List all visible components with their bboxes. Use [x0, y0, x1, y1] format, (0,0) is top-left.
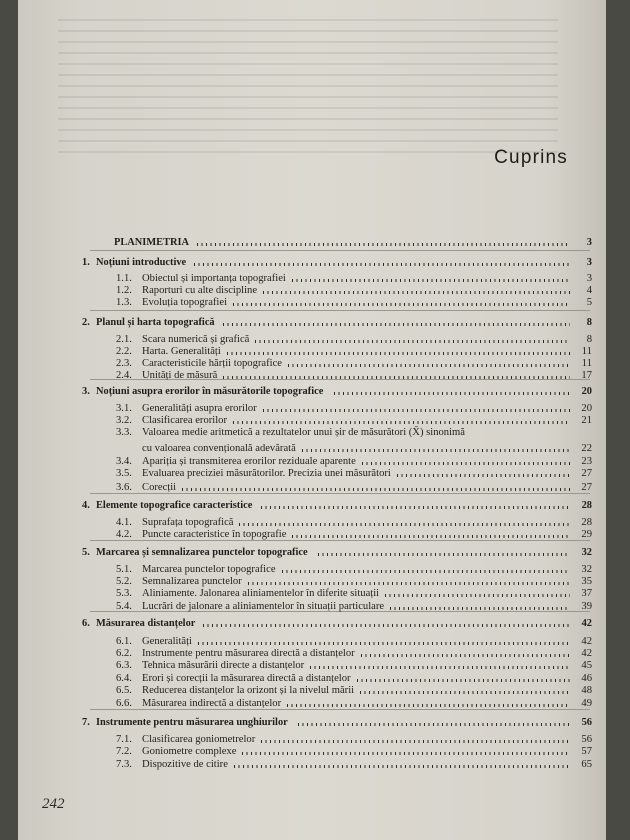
toc-entry-title: Generalități — [142, 636, 192, 647]
toc-entry — [82, 546, 592, 560]
toc-entry-number: 6.1. — [116, 636, 132, 647]
dot-leader — [298, 723, 571, 726]
toc-entry-title: Harta. Generalități — [142, 346, 221, 357]
toc-entry-number: 5.3. — [116, 588, 132, 599]
dot-leader — [261, 506, 570, 509]
toc-entry-number: 6.5. — [116, 685, 132, 696]
toc-entry-page: 11 — [581, 358, 592, 369]
dot-leader — [302, 449, 570, 452]
toc-entry-page: 32 — [581, 547, 592, 558]
dot-leader — [361, 654, 570, 657]
dot-leader — [255, 340, 570, 343]
toc-entry-number: 6.2. — [116, 648, 132, 659]
dot-leader — [288, 364, 570, 367]
toc-entry-number: 2.4. — [116, 370, 132, 381]
toc-entry-title: Instrumente pentru măsurarea directă a distanțelor — [142, 648, 355, 659]
toc-entry-page: 11 — [581, 346, 592, 357]
toc-entry — [116, 528, 592, 542]
toc-entry-page: 20 — [581, 386, 592, 397]
toc-entry-number: 7.3. — [116, 759, 132, 770]
table-of-contents — [18, 0, 606, 840]
toc-entry — [116, 587, 592, 601]
dot-leader — [203, 624, 570, 627]
toc-entry-title: Obiectul și importanța topografiei — [142, 273, 286, 284]
section-divider — [90, 250, 590, 251]
dot-leader — [282, 570, 570, 573]
toc-entry-number: 3.1. — [116, 403, 132, 414]
toc-entry-title: Goniometre complexe — [142, 746, 237, 757]
toc-entry-number: 3.5. — [116, 468, 132, 479]
dot-leader — [227, 352, 570, 355]
toc-entry-number: 3. — [82, 386, 90, 397]
toc-entry — [116, 659, 592, 673]
toc-entry-number: 6.4. — [116, 673, 132, 684]
toc-entry-number: 4. — [82, 500, 90, 511]
toc-entry-number: 5. — [82, 547, 90, 558]
toc-entry-page: 23 — [581, 456, 592, 467]
toc-entry-number: 1.3. — [116, 297, 132, 308]
dot-leader — [242, 752, 570, 755]
toc-entry-number: 2.2. — [116, 346, 132, 357]
dot-leader — [362, 462, 570, 465]
toc-entry-page: 37 — [581, 588, 592, 599]
page-number: 242 — [42, 796, 65, 812]
toc-entry-title: Lucrări de jalonare a aliniamentelor în situații particulare — [142, 601, 385, 612]
toc-entry — [116, 467, 592, 481]
toc-entry-page: 35 — [581, 576, 592, 587]
toc-entry — [82, 385, 592, 399]
toc-entry-page: 3 — [586, 257, 592, 268]
toc-entry-page: 57 — [581, 746, 592, 757]
toc-entry-page: 48 — [581, 685, 592, 696]
toc-entry-title: Clasificarea erorilor — [142, 415, 227, 426]
toc-entry-number: 2. — [82, 317, 90, 328]
toc-entry-page: 42 — [581, 648, 592, 659]
toc-entry-number: 2.1. — [116, 334, 132, 345]
toc-entry-title: Aliniamente. Jalonarea aliniamentelor în diferite situații — [142, 588, 380, 599]
toc-entry — [116, 426, 592, 440]
dot-leader — [239, 523, 570, 526]
toc-entry-page: 27 — [581, 482, 592, 493]
toc-entry-page: 42 — [581, 636, 592, 647]
dot-leader — [263, 291, 570, 294]
toc-entry-page: 22 — [581, 443, 592, 454]
dot-leader — [223, 323, 570, 326]
toc-entry-title: Măsurarea indirectă a distanțelor — [142, 698, 282, 709]
toc-entry-number: 5.1. — [116, 564, 132, 575]
toc-entry-title: Valoarea medie aritmetică a rezultatelor unui șir de măsurători (X̄) sinonimă — [142, 427, 465, 438]
toc-entry — [116, 481, 592, 495]
toc-entry-page: 28 — [581, 500, 592, 511]
toc-entry-title: Instrumente pentru măsurarea unghiurilor — [96, 717, 288, 728]
toc-entry-page: 8 — [586, 317, 592, 328]
toc-entry-title: Puncte caracteristice în topografie — [142, 529, 287, 540]
dot-leader — [194, 263, 570, 266]
toc-entry-page: 20 — [581, 403, 592, 414]
dot-leader — [233, 303, 570, 306]
toc-entry-page: 39 — [581, 601, 592, 612]
toc-entry-page: 45 — [581, 660, 592, 671]
toc-entry-page: 17 — [581, 370, 592, 381]
toc-entry — [116, 684, 592, 698]
dot-leader — [397, 474, 570, 477]
dot-leader — [263, 409, 570, 412]
toc-entry — [116, 600, 592, 614]
dot-leader — [292, 535, 570, 538]
toc-entry — [116, 697, 592, 711]
toc-entry-page: 56 — [581, 734, 592, 745]
toc-entry-title: Reducerea distanțelor la orizont și la nivelul mării — [142, 685, 355, 696]
dot-leader — [310, 666, 570, 669]
toc-entry-title: Noțiuni introductive — [96, 257, 187, 268]
dot-leader — [234, 765, 570, 768]
toc-entry-title: Măsurarea distanțelor — [96, 618, 196, 629]
toc-entry-page: 4 — [586, 285, 592, 296]
toc-entry-page: 42 — [581, 618, 592, 629]
toc-entry-title: Generalități asupra erorilor — [142, 403, 257, 414]
toc-entry-title: Erori și corecții la măsurarea directă a distanțelor — [142, 673, 351, 684]
toc-entry-number: 7.1. — [116, 734, 132, 745]
toc-entry-title: Suprafața topografică — [142, 517, 234, 528]
toc-entry — [82, 316, 592, 330]
toc-entry-title: Semnalizarea punctelor — [142, 576, 242, 587]
dot-leader — [385, 594, 570, 597]
toc-entry — [82, 716, 592, 730]
dot-leader — [182, 488, 570, 491]
toc-entry-page: 3 — [586, 273, 592, 284]
dot-leader — [248, 582, 570, 585]
page-title: Cuprins — [494, 147, 568, 168]
toc-entry-title: Elemente topografice caracteristice — [96, 500, 253, 511]
toc-entry-title: Raporturi cu alte discipline — [142, 285, 258, 296]
toc-entry — [116, 296, 592, 310]
toc-entry-title: Caracteristicile hărții topografice — [142, 358, 283, 369]
toc-entry — [116, 442, 592, 456]
dot-leader — [223, 376, 570, 379]
toc-entry-number: 3.4. — [116, 456, 132, 467]
section-divider — [90, 310, 590, 311]
toc-entry-number: 1.2. — [116, 285, 132, 296]
dot-leader — [198, 642, 570, 645]
toc-entry-title: Evaluarea preciziei măsurătorilor. Precizia unei măsurători — [142, 468, 391, 479]
toc-entry-number: 5.4. — [116, 601, 132, 612]
toc-entry-page: 49 — [581, 698, 592, 709]
toc-entry-number: 1. — [82, 257, 90, 268]
toc-entry-page: 28 — [581, 517, 592, 528]
dot-leader — [318, 553, 570, 556]
toc-entry-number: 5.2. — [116, 576, 132, 587]
toc-entry-page: 46 — [581, 673, 592, 684]
toc-entry-number: 2.3. — [116, 358, 132, 369]
toc-entry-page: 5 — [586, 297, 592, 308]
toc-entry-title: Clasificarea goniometrelor — [142, 734, 256, 745]
toc-entry-number: 7. — [82, 717, 90, 728]
toc-entry-number: 4.1. — [116, 517, 132, 528]
toc-entry-title: cu valoarea convențională adevărată — [142, 443, 296, 454]
dot-leader — [390, 607, 570, 610]
toc-entry — [82, 617, 592, 631]
toc-entry-page: 21 — [581, 415, 592, 426]
dot-leader — [233, 421, 570, 424]
toc-entry — [116, 369, 592, 383]
dot-leader — [287, 704, 570, 707]
toc-entry-title: Unități de măsură — [142, 370, 218, 381]
dot-leader — [334, 392, 570, 395]
toc-entry-title: Tehnica măsurării directe a distanțelor — [142, 660, 305, 671]
toc-entry — [116, 745, 592, 759]
toc-entry-page: 27 — [581, 468, 592, 479]
toc-entry-number: 6.6. — [116, 698, 132, 709]
toc-entry — [114, 236, 592, 250]
toc-entry-number: 7.2. — [116, 746, 132, 757]
toc-entry-title: PLANIMETRIA — [114, 237, 190, 248]
dot-leader — [197, 243, 570, 246]
toc-entry-number: 3.3. — [116, 427, 132, 438]
toc-entry-number: 4.2. — [116, 529, 132, 540]
toc-entry-page: 29 — [581, 529, 592, 540]
toc-entry-number: 1.1. — [116, 273, 132, 284]
toc-entry-title: Scara numerică și grafică — [142, 334, 250, 345]
dot-leader — [261, 740, 570, 743]
dot-leader — [360, 691, 570, 694]
toc-entry — [82, 499, 592, 513]
toc-entry-page: 32 — [581, 564, 592, 575]
book-page — [18, 0, 606, 840]
toc-entry-title: Marcarea punctelor topografice — [142, 564, 276, 575]
toc-entry-number: 6. — [82, 618, 90, 629]
toc-entry — [82, 256, 592, 270]
toc-entry-title: Marcarea și semnalizarea punctelor topografice — [96, 547, 308, 558]
toc-entry-page: 65 — [581, 759, 592, 770]
toc-entry-title: Noțiuni asupra erorilor în măsurătorile topografice — [96, 386, 324, 397]
toc-entry-title: Evoluția topografiei — [142, 297, 228, 308]
toc-entry-page: 3 — [586, 237, 592, 248]
toc-entry — [116, 758, 592, 772]
toc-entry-title: Dispozitive de citire — [142, 759, 228, 770]
dot-leader — [357, 679, 570, 682]
dot-leader — [292, 279, 570, 282]
toc-entry-title: Planul și harta topografică — [96, 317, 215, 328]
toc-entry-title: Apariția și transmiterea erorilor reziduale aparente — [142, 456, 356, 467]
toc-entry-number: 3.6. — [116, 482, 132, 493]
toc-entry-page: 8 — [586, 334, 592, 345]
toc-entry-page: 56 — [581, 717, 592, 728]
toc-entry-title: Corecții — [142, 482, 177, 493]
toc-entry-number: 3.2. — [116, 415, 132, 426]
toc-entry-number: 6.3. — [116, 660, 132, 671]
